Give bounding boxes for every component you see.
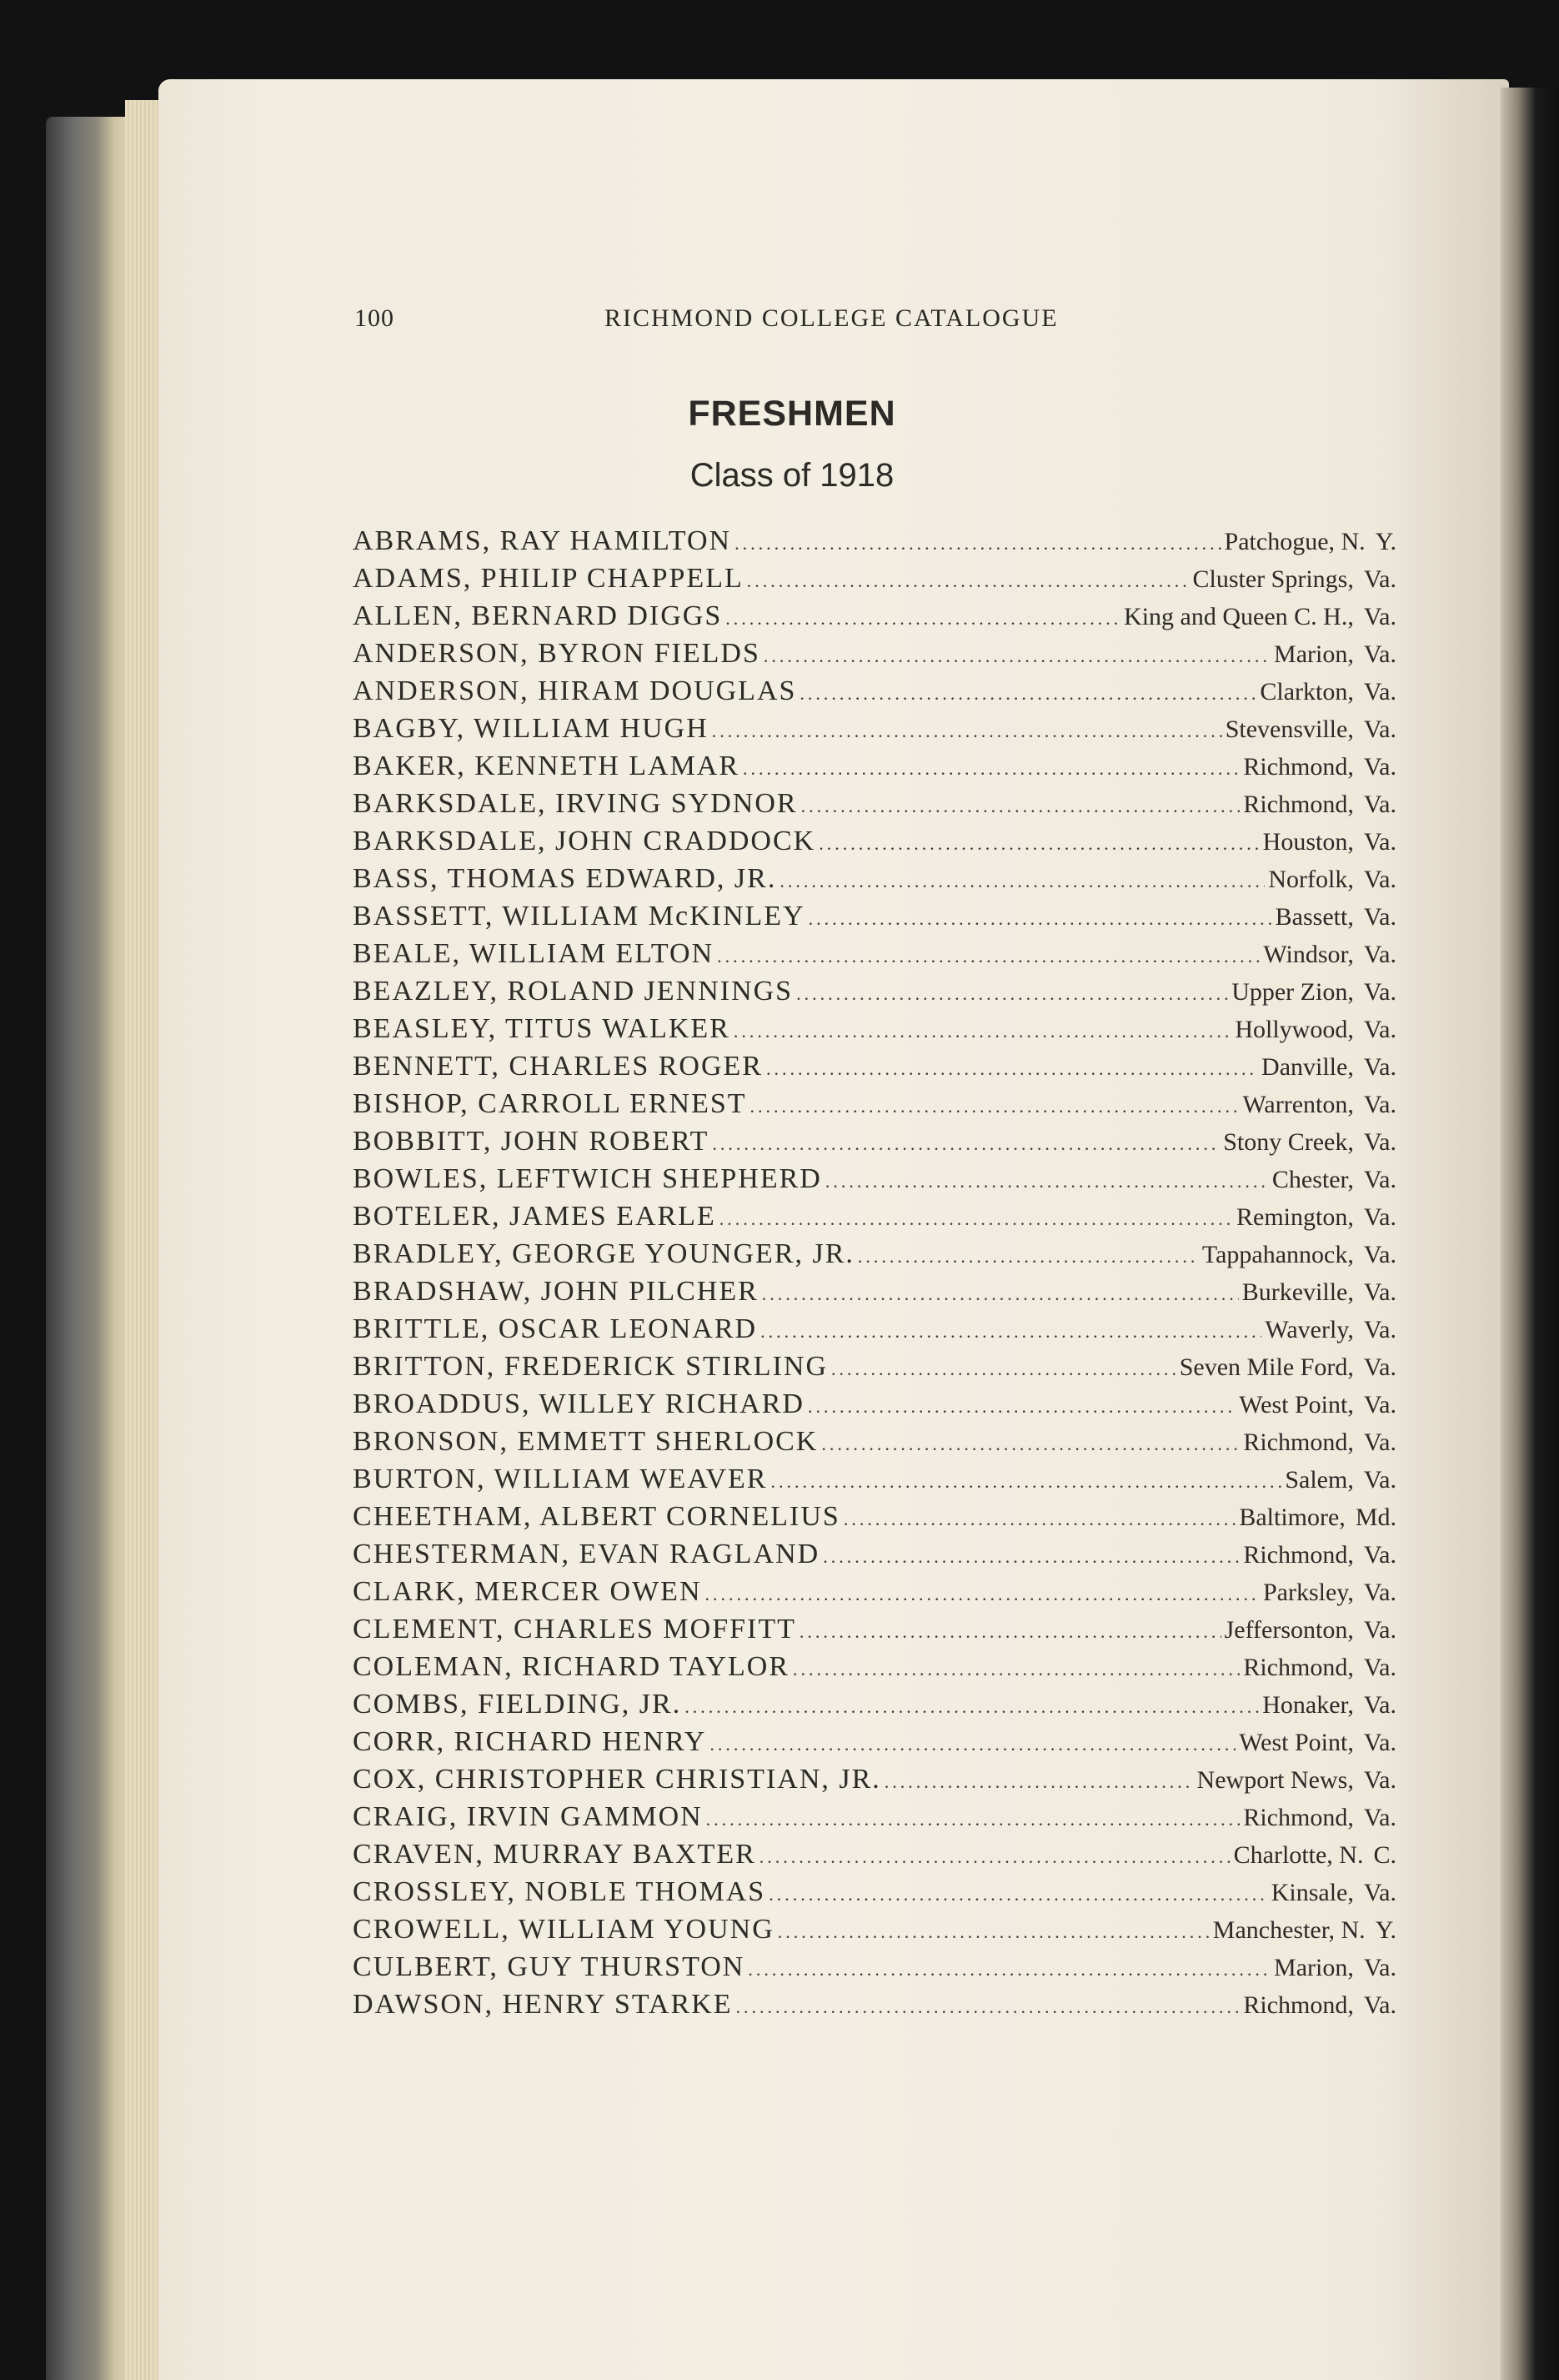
- dot-leader: [734, 1021, 1231, 1042]
- student-row: [353, 1726, 1396, 1764]
- dot-leader: [831, 1358, 1176, 1380]
- facing-page-curl: [1501, 88, 1559, 2380]
- student-name: CROSSLEY, NOBLE THOMAS: [353, 1876, 766, 1907]
- student-state: Va.: [1363, 565, 1396, 593]
- student-name: COMBS, FIELDING, JR.: [353, 1689, 682, 1720]
- student-row: [353, 751, 1396, 788]
- student-hometown: Honaker,: [1262, 1691, 1354, 1719]
- student-state: Va.: [1363, 828, 1396, 856]
- student-state: Va.: [1363, 1654, 1396, 1681]
- student-state: Va.: [1363, 1541, 1396, 1569]
- student-hometown: Remington,: [1236, 1203, 1354, 1231]
- student-row: [353, 1914, 1396, 1951]
- student-state: Va.: [1363, 1804, 1396, 1831]
- dot-leader: [764, 645, 1271, 667]
- student-roster: [353, 525, 1396, 2026]
- student-row: [353, 1501, 1396, 1539]
- student-state: Va.: [1363, 1429, 1396, 1456]
- student-state: Y.: [1375, 1916, 1396, 1944]
- student-row: [353, 1951, 1396, 1989]
- student-state: C.: [1373, 1841, 1396, 1869]
- dot-leader: [743, 758, 1240, 780]
- catalogue-title: RICHMOND COLLEGE CATALOGUE: [604, 304, 1059, 332]
- student-row: [353, 938, 1396, 976]
- dot-leader: [821, 1434, 1240, 1455]
- dot-leader: [705, 1584, 1260, 1605]
- dot-leader: [796, 983, 1228, 1005]
- student-state: Va.: [1363, 1091, 1396, 1118]
- student-row: [353, 1839, 1396, 1876]
- student-state: Va.: [1363, 1128, 1396, 1156]
- dot-leader: [800, 1621, 1221, 1643]
- student-name: BRITTLE, OSCAR LEONARD: [353, 1313, 758, 1344]
- student-hometown: West Point,: [1239, 1729, 1354, 1756]
- dot-leader: [712, 1133, 1220, 1155]
- student-name: BENNETT, CHARLES ROGER: [353, 1051, 763, 1082]
- student-hometown: Baltimore,: [1239, 1504, 1346, 1531]
- student-row: [353, 826, 1396, 863]
- student-hometown: Seven Mile Ford,: [1179, 1353, 1354, 1381]
- student-state: Va.: [1363, 1691, 1396, 1719]
- student-hometown: Richmond,: [1243, 1991, 1354, 2019]
- dot-leader: [858, 1246, 1199, 1268]
- dot-leader: [819, 833, 1259, 855]
- student-state: Y.: [1375, 528, 1396, 555]
- student-hometown: Richmond,: [1243, 1804, 1354, 1831]
- student-row: [353, 1651, 1396, 1689]
- student-name: ALLEN, BERNARD DIGGS: [353, 600, 723, 631]
- student-name: BAGBY, WILLIAM HUGH: [353, 713, 709, 744]
- student-row: [353, 976, 1396, 1013]
- dot-leader: [717, 946, 1260, 967]
- student-row: [353, 713, 1396, 751]
- student-row: [353, 788, 1396, 826]
- student-row: [353, 1539, 1396, 1576]
- student-state: Va.: [1363, 941, 1396, 968]
- student-hometown: Kinsale,: [1271, 1879, 1354, 1906]
- student-hometown: Burkeville,: [1241, 1278, 1354, 1306]
- student-name: CHEETHAM, ALBERT CORNELIUS: [353, 1501, 840, 1532]
- student-hometown: Danville,: [1261, 1053, 1354, 1081]
- student-name: CROWELL, WILLIAM YOUNG: [353, 1914, 774, 1945]
- student-row: [353, 863, 1396, 901]
- dot-leader: [793, 1659, 1240, 1680]
- dot-leader: [844, 1509, 1236, 1530]
- student-state: Va.: [1363, 1991, 1396, 2019]
- student-name: BURTON, WILLIAM WEAVER: [353, 1464, 768, 1494]
- student-row: [353, 1238, 1396, 1276]
- student-name: BEASLEY, TITUS WALKER: [353, 1013, 730, 1044]
- student-name: BRADSHAW, JOHN PILCHER: [353, 1276, 759, 1307]
- student-hometown: Houston,: [1262, 828, 1354, 856]
- dot-leader: [762, 1283, 1239, 1305]
- dot-leader: [734, 533, 1221, 555]
- student-name: DAWSON, HENRY STARKE: [353, 1989, 733, 2020]
- student-name: BEAZLEY, ROLAND JENNINGS: [353, 976, 794, 1007]
- student-name: BISHOP, CARROLL ERNEST: [353, 1088, 747, 1119]
- student-name: CULBERT, GUY THURSTON: [353, 1951, 745, 1982]
- dot-leader: [766, 1058, 1258, 1080]
- student-state: Va.: [1363, 1954, 1396, 1981]
- student-name: ADAMS, PHILIP CHAPPELL: [353, 563, 744, 594]
- student-state: Va.: [1363, 640, 1396, 668]
- student-hometown: Stony Creek,: [1223, 1128, 1354, 1156]
- student-name: CRAVEN, MURRAY BAXTER: [353, 1839, 756, 1870]
- student-state: Va.: [1363, 1316, 1396, 1343]
- section-title: FRESHMEN: [688, 394, 896, 434]
- student-state: Va.: [1363, 1278, 1396, 1306]
- student-row: [353, 1464, 1396, 1501]
- student-state: Va.: [1363, 1579, 1396, 1606]
- student-state: Va.: [1363, 1241, 1396, 1268]
- student-hometown: Warrenton,: [1242, 1091, 1354, 1118]
- student-hometown: Parksley,: [1262, 1579, 1354, 1606]
- student-state: Va.: [1363, 1391, 1396, 1418]
- student-name: BARKSDALE, JOHN CRADDOCK: [353, 826, 816, 856]
- student-state: Va.: [1363, 1616, 1396, 1644]
- dot-leader: [778, 1921, 1210, 1943]
- student-name: BARKSDALE, IRVING SYDNOR: [353, 788, 798, 819]
- student-hometown: Waverly,: [1265, 1316, 1354, 1343]
- student-hometown: King and Queen C. H.,: [1124, 603, 1354, 630]
- dot-leader: [747, 570, 1190, 592]
- student-state: Md.: [1355, 1504, 1396, 1531]
- student-row: [353, 1351, 1396, 1388]
- student-row: [353, 1426, 1396, 1464]
- dot-leader: [771, 1471, 1282, 1493]
- student-hometown: Chester,: [1271, 1166, 1354, 1193]
- dot-leader: [725, 608, 1120, 630]
- student-hometown: Richmond,: [1243, 1541, 1354, 1569]
- student-row: [353, 1989, 1396, 2026]
- student-hometown: Newport News,: [1196, 1766, 1354, 1794]
- student-name: CLARK, MERCER OWEN: [353, 1576, 702, 1607]
- student-name: ANDERSON, HIRAM DOUGLAS: [353, 675, 797, 706]
- student-row: [353, 675, 1396, 713]
- student-state: Va.: [1363, 678, 1396, 705]
- student-hometown: Stevensville,: [1225, 716, 1354, 743]
- dot-leader: [684, 1696, 1259, 1718]
- student-hometown: Clarkton,: [1260, 678, 1354, 705]
- dot-leader: [759, 1846, 1231, 1868]
- student-name: BRADLEY, GEORGE YOUNGER, JR.: [353, 1238, 855, 1269]
- student-state: Va.: [1363, 1053, 1396, 1081]
- student-hometown: Richmond,: [1243, 1429, 1354, 1456]
- student-row: [353, 1764, 1396, 1801]
- student-row: [353, 525, 1396, 563]
- student-row: [353, 1576, 1396, 1614]
- dot-leader: [823, 1546, 1240, 1568]
- student-row: [353, 1126, 1396, 1163]
- student-row: [353, 1801, 1396, 1839]
- dot-leader: [709, 1734, 1236, 1755]
- student-name: CRAIG, IRVIN GAMMON: [353, 1801, 703, 1832]
- student-name: ABRAMS, RAY HAMILTON: [353, 525, 732, 556]
- student-row: [353, 901, 1396, 938]
- student-hometown: Marion,: [1274, 640, 1354, 668]
- student-row: [353, 1689, 1396, 1726]
- student-hometown: Cluster Springs,: [1192, 565, 1354, 593]
- student-row: [353, 1614, 1396, 1651]
- student-name: BOBBITT, JOHN ROBERT: [353, 1126, 709, 1157]
- student-hometown: Bassett,: [1275, 903, 1354, 931]
- dot-leader: [735, 1996, 1240, 2018]
- student-row: [353, 1088, 1396, 1126]
- student-row: [353, 1876, 1396, 1914]
- student-hometown: Hollywood,: [1235, 1016, 1354, 1043]
- dot-leader: [719, 1208, 1233, 1230]
- student-name: COLEMAN, RICHARD TAYLOR: [353, 1651, 790, 1682]
- student-row: [353, 1013, 1396, 1051]
- dot-leader: [712, 721, 1222, 742]
- student-hometown: Windsor,: [1263, 941, 1354, 968]
- student-state: Va.: [1363, 1016, 1396, 1043]
- student-state: Va.: [1363, 791, 1396, 818]
- student-name: BOWLES, LEFTWICH SHEPHERD: [353, 1163, 822, 1194]
- student-name: BASS, THOMAS EDWARD, JR.: [353, 863, 777, 894]
- student-state: Va.: [1363, 1766, 1396, 1794]
- student-name: BASSETT, WILLIAM McKINLEY: [353, 901, 805, 931]
- dot-leader: [801, 796, 1241, 817]
- class-year: Class of 1918: [689, 457, 895, 494]
- student-hometown: Salem,: [1285, 1466, 1354, 1494]
- student-hometown: Richmond,: [1243, 791, 1354, 818]
- student-hometown: Upper Zion,: [1231, 978, 1354, 1006]
- student-state: Va.: [1363, 603, 1396, 630]
- dot-leader: [769, 1884, 1267, 1906]
- student-row: [353, 1313, 1396, 1351]
- student-row: [353, 1051, 1396, 1088]
- student-name: BROADDUS, WILLEY RICHARD: [353, 1388, 805, 1419]
- student-hometown: West Point,: [1239, 1391, 1354, 1418]
- student-name: BRITTON, FREDERICK STIRLING: [353, 1351, 828, 1382]
- page-number: 100: [354, 304, 394, 332]
- student-hometown: Marion,: [1274, 1954, 1354, 1981]
- student-name: CORR, RICHARD HENRY: [353, 1726, 707, 1757]
- student-name: BOTELER, JAMES EARLE: [353, 1201, 716, 1232]
- student-state: Va.: [1363, 1203, 1396, 1231]
- student-name: BEALE, WILLIAM ELTON: [353, 938, 714, 969]
- student-state: Va.: [1363, 716, 1396, 743]
- student-name: CHESTERMAN, EVAN RAGLAND: [353, 1539, 820, 1569]
- dot-leader: [760, 1321, 1261, 1343]
- student-name: COX, CHRISTOPHER CHRISTIAN, JR.: [353, 1764, 881, 1795]
- student-name: BAKER, KENNETH LAMAR: [353, 751, 740, 781]
- student-state: Va.: [1363, 753, 1396, 781]
- dot-leader: [750, 1096, 1240, 1117]
- student-name: CLEMENT, CHARLES MOFFITT: [353, 1614, 796, 1644]
- student-row: [353, 1276, 1396, 1313]
- student-row: [353, 1201, 1396, 1238]
- dot-leader: [885, 1771, 1194, 1793]
- student-name: BRONSON, EMMETT SHERLOCK: [353, 1426, 819, 1457]
- student-state: Va.: [1363, 1729, 1396, 1756]
- student-hometown: Manchester, N.: [1212, 1916, 1366, 1944]
- student-row: [353, 600, 1396, 638]
- student-state: Va.: [1363, 866, 1396, 893]
- student-hometown: Norfolk,: [1268, 866, 1354, 893]
- dot-leader: [825, 1171, 1269, 1193]
- dot-leader: [780, 871, 1265, 892]
- dot-leader: [808, 1396, 1236, 1418]
- student-hometown: Jeffersonton,: [1224, 1616, 1354, 1644]
- student-hometown: Tappahannock,: [1201, 1241, 1354, 1268]
- student-row: [353, 638, 1396, 675]
- student-state: Va.: [1363, 978, 1396, 1006]
- student-state: Va.: [1363, 903, 1396, 931]
- student-row: [353, 1163, 1396, 1201]
- student-state: Va.: [1363, 1879, 1396, 1906]
- dot-leader: [809, 908, 1272, 930]
- student-state: Va.: [1363, 1466, 1396, 1494]
- student-state: Va.: [1363, 1353, 1396, 1381]
- student-state: Va.: [1363, 1166, 1396, 1193]
- student-row: [353, 1388, 1396, 1426]
- dot-leader: [706, 1809, 1241, 1830]
- student-hometown: Richmond,: [1243, 1654, 1354, 1681]
- student-hometown: Richmond,: [1243, 753, 1354, 781]
- student-hometown: Charlotte, N.: [1233, 1841, 1364, 1869]
- dot-leader: [800, 683, 1256, 705]
- student-row: [353, 563, 1396, 600]
- student-hometown: Patchogue, N.: [1224, 528, 1366, 555]
- dot-leader: [748, 1959, 1271, 1981]
- student-name: ANDERSON, BYRON FIELDS: [353, 638, 760, 669]
